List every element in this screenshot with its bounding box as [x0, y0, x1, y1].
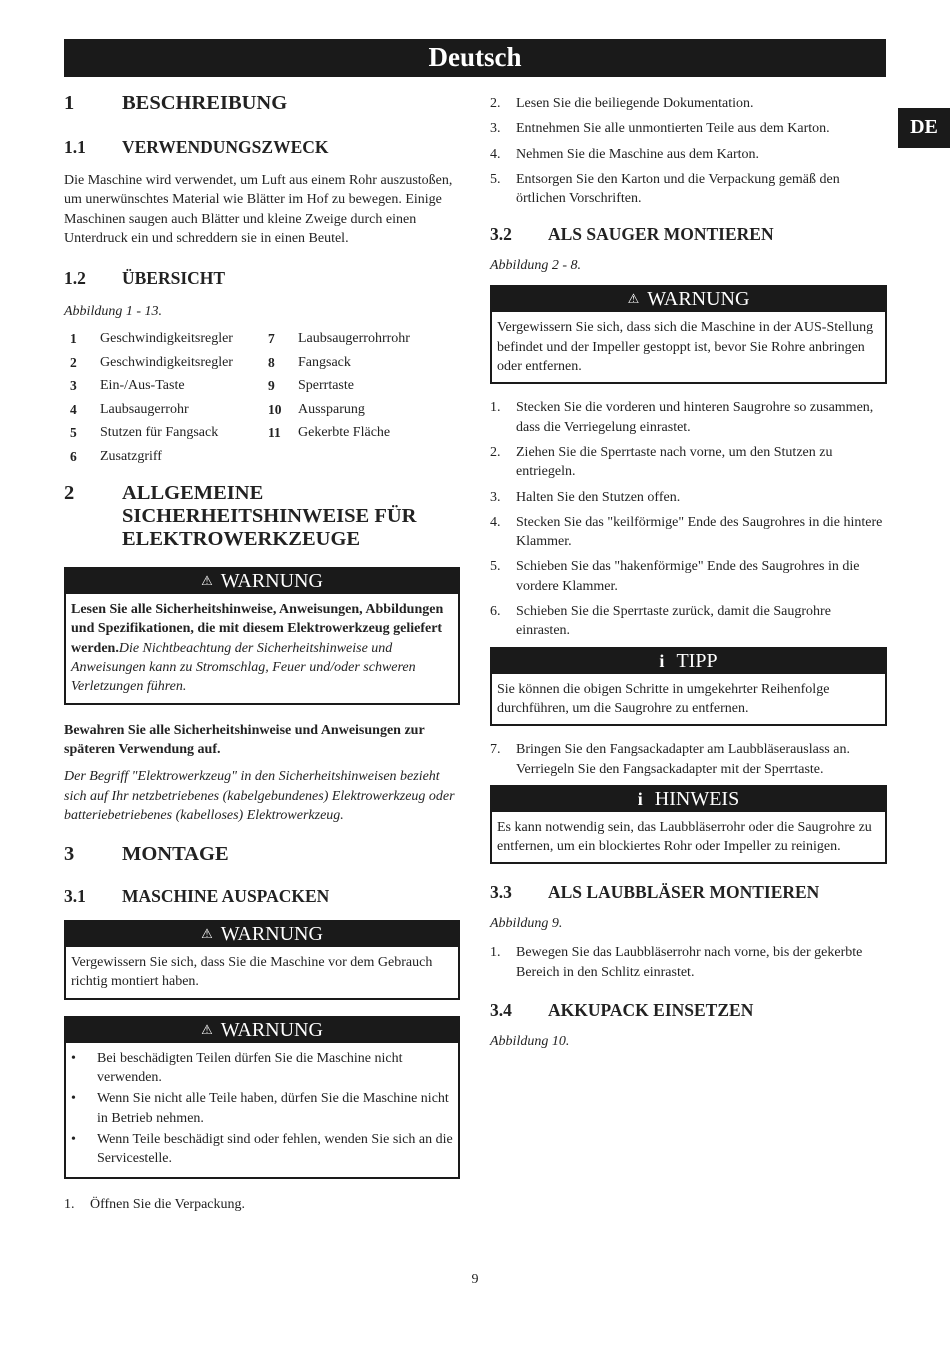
step-item	[490, 513, 887, 552]
intended-use-text: Die Maschine wird verwendet, um Luft aus einem Rohr auszustoßen, um unerwünschtes Material wie Blätter im Hof zu bewegen. Einige Maschinen saugen auch Blätter und kleine Zweige durch einen Unterdruck ein und schreddern sie in einen Beutel.	[64, 173, 453, 246]
section-title: MONTAGE	[122, 843, 229, 866]
right-column	[490, 94, 887, 1061]
note-header	[492, 787, 885, 812]
parts-list-item	[262, 374, 460, 398]
parts-column-right	[262, 327, 460, 468]
section-title: MASCHINE AUSPACKEN	[122, 886, 330, 907]
bullet-item	[71, 1130, 453, 1169]
warning-triangle-icon: ⚠	[627, 291, 640, 307]
step-number: 5.	[490, 171, 501, 187]
bullet-item	[71, 1049, 453, 1088]
step-item	[490, 170, 887, 209]
page-header: Deutsch	[64, 39, 886, 77]
part-label: Laubsaugerrohr	[100, 401, 189, 417]
section-1-1-heading	[64, 137, 460, 157]
part-number: 10	[268, 401, 282, 417]
step-item	[490, 557, 887, 596]
part-number: 7	[268, 331, 275, 347]
note-box	[490, 785, 887, 865]
step-item	[490, 602, 887, 641]
part-number: 5	[70, 425, 77, 441]
bullet-icon: •	[71, 1131, 76, 1147]
section-title: AKKUPACK EINSETZEN	[548, 1000, 754, 1021]
step-item	[490, 119, 887, 138]
section-number: 1.1	[64, 137, 86, 157]
warning-label: WARNUNG	[220, 570, 323, 593]
step-number: 4.	[490, 514, 501, 530]
parts-list-item	[262, 421, 460, 445]
step-text: Öffnen Sie die Verpackung.	[90, 1196, 245, 1212]
parts-list-item	[262, 327, 460, 351]
part-number: 2	[70, 354, 77, 370]
part-label: Fangsack	[298, 354, 351, 370]
step-item	[490, 740, 887, 779]
figure-reference: Abbildung 2 - 8.	[490, 258, 581, 274]
tip-body: Sie können die obigen Schritte in umgekehrter Reihenfolge durchführen, um die Saugrohre zu entfernen.	[497, 681, 830, 716]
warning-body	[66, 594, 458, 702]
bullet-text: Wenn Teile beschädigt sind oder fehlen, wenden Sie sich an die Servicestelle.	[97, 1131, 453, 1167]
step-number: 2.	[490, 444, 501, 460]
section-number: 3.4	[490, 1000, 512, 1021]
section-title: BESCHREIBUNG	[122, 92, 288, 114]
section-title: VERWENDUNGSZWECK	[122, 137, 329, 157]
language-tab: DE	[898, 108, 950, 148]
section-number: 1.2	[64, 268, 86, 289]
note-body: Es kann notwendig sein, das Laubbläserrohr oder die Saugrohre zu entfernen, um ein blockiertes Rohr oder Impeller zu reinigen.	[497, 819, 872, 855]
step-text: Stecken Sie die vorderen und hinteren Saugrohre so zusammen, dass die Verriegelung einrastet.	[516, 400, 874, 435]
warning-body: Vergewissern Sie sich, dass Sie die Maschine vor dem Gebrauch richtig montiert haben.	[71, 955, 433, 990]
section-number: 3.2	[490, 224, 512, 245]
section-3-1-heading	[64, 886, 460, 906]
warning-header	[492, 287, 885, 312]
bullet-icon: •	[71, 1091, 76, 1107]
power-tool-term-text: Der Begriff "Elektrowerkzeug" in den Sicherheitshinweisen bezieht sich auf Ihr netzbetriebenes (kabelgebundenes) Elektrowerkzeug oder batteriebetriebenes (kabelloses) Elektrowerkzeug.	[64, 769, 455, 823]
section-title: ALS LAUBBLÄSER MONTIEREN	[548, 882, 820, 903]
info-icon: i	[659, 650, 665, 671]
part-label: Zusatzgriff	[100, 448, 162, 464]
step-item	[490, 398, 887, 437]
step-text: Halten Sie den Stutzen offen.	[516, 489, 681, 505]
warning-box	[64, 1016, 460, 1179]
warning-triangle-icon: ⚠	[201, 573, 213, 589]
bullet-icon: •	[71, 1050, 76, 1066]
parts-list-item	[64, 398, 262, 422]
parts-list	[64, 327, 460, 468]
warning-triangle-icon: ⚠	[201, 926, 213, 942]
section-title: ALS SAUGER MONTIEREN	[548, 224, 774, 245]
warning-bullet-list	[71, 1049, 453, 1169]
step-text: Ziehen Sie die Sperrtaste nach vorne, um den Stutzen zu entriegeln.	[516, 444, 833, 480]
warning-label: WARNUNG	[220, 1018, 323, 1041]
section-3-heading	[64, 843, 460, 866]
figure-reference: Abbildung 10.	[490, 1034, 570, 1050]
note-label: HINWEIS	[654, 787, 740, 810]
step-text: Bringen Sie den Fangsackadapter am Laubbläserauslass an. Verriegeln Sie den Fangsackadapter mit der Sperrtaste.	[516, 742, 850, 777]
step-number: 4.	[490, 146, 501, 162]
parts-list-item	[64, 327, 262, 351]
parts-list-item	[262, 351, 460, 375]
section-1-2-heading	[64, 268, 460, 288]
parts-list-item	[64, 374, 262, 398]
part-label: Gekerbte Fläche	[298, 425, 391, 441]
warning-body: Vergewissern Sie sich, dass sich die Maschine in der AUS-Stellung befindet und der Impeller gestoppt ist, bevor Sie Rohre anbringen oder entfernen.	[497, 320, 874, 375]
step-text: Schieben Sie das "hakenförmige" Ende des Saugrohres in die vordere Klammer.	[516, 559, 860, 594]
part-number: 9	[268, 378, 275, 394]
warning-label: WARNUNG	[647, 288, 750, 311]
step-number: 5.	[490, 559, 501, 575]
section-3-3-heading	[490, 882, 887, 902]
step-item	[490, 94, 887, 113]
section-title: ALLGEMEINE SICHERHEITSHINWEISE FÜR ELEKTROWERKZEUGE	[122, 482, 417, 551]
page-number: 9	[471, 1272, 479, 1287]
warning-box	[490, 285, 887, 384]
section-number: 3.3	[490, 882, 512, 903]
step-number: 1.	[64, 1196, 75, 1212]
part-label: Geschwindigkeitsregler	[100, 331, 233, 347]
part-label: Laubsaugerrohrrohr	[298, 331, 410, 347]
warning-header	[66, 569, 458, 594]
warning-triangle-icon: ⚠	[201, 1021, 213, 1037]
warning-label: WARNUNG	[220, 923, 323, 946]
step-item	[64, 1195, 460, 1214]
bullet-text: Bei beschädigten Teilen dürfen Sie die Maschine nicht verwenden.	[97, 1050, 403, 1086]
tip-header	[492, 649, 885, 674]
warning-bold-text: Lesen Sie alle Sicherheitshinweise, Anweisungen, Abbildungen und Spezifikationen, die mit diesem Elektrowerkzeug geliefert werden.	[71, 602, 444, 656]
step-text: Lesen Sie die beiliegende Dokumentation.	[516, 96, 754, 111]
section-number: 3	[64, 843, 75, 866]
step-number: 6.	[490, 604, 501, 620]
vacuum-step-7	[490, 740, 887, 779]
part-number: 4	[70, 401, 77, 417]
part-label: Geschwindigkeitsregler	[100, 354, 233, 370]
part-label: Aussparung	[298, 401, 365, 417]
tip-label: TIPP	[676, 649, 718, 672]
bullet-text: Wenn Sie nicht alle Teile haben, dürfen Sie die Maschine nicht in Betrieb nehmen.	[97, 1091, 449, 1126]
part-number: 1	[70, 331, 77, 347]
step-item	[490, 443, 887, 482]
left-column	[64, 92, 460, 1220]
warning-italic-text: Die Nichtbeachtung der Sicherheitshinweise und Anweisungen kann zu Stromschlag, Feuer und/oder schweren Verletzungen führen.	[71, 640, 416, 695]
figure-reference: Abbildung 9.	[490, 916, 563, 932]
step-text: Schieben Sie die Sperrtaste zurück, damit die Saugrohre einrasten.	[516, 604, 831, 639]
step-number: 1.	[490, 945, 501, 961]
part-label: Sperrtaste	[298, 378, 354, 394]
step-number: 3.	[490, 121, 501, 137]
tip-box	[490, 647, 887, 727]
warning-box	[64, 567, 460, 704]
parts-column-left	[64, 327, 262, 468]
section-number: 1	[64, 92, 75, 114]
unpack-steps-continued	[490, 94, 887, 208]
section-title: ÜBERSICHT	[122, 268, 226, 289]
step-number: 3.	[490, 489, 501, 505]
step-number: 7.	[490, 742, 501, 758]
blower-steps	[490, 943, 887, 982]
info-icon: i	[637, 788, 643, 809]
part-number: 11	[268, 425, 281, 441]
section-number: 2	[64, 482, 75, 505]
parts-list-item	[64, 421, 262, 445]
warning-box	[64, 920, 460, 1000]
section-number: 3.1	[64, 886, 86, 907]
part-number: 3	[70, 378, 77, 394]
step-text: Stecken Sie das "keilförmige" Ende des Saugrohres in die hintere Klammer.	[516, 514, 883, 550]
section-3-4-heading	[490, 1000, 887, 1020]
section-3-2-heading	[490, 224, 887, 244]
part-number: 6	[70, 448, 77, 464]
warning-header	[66, 1018, 458, 1043]
keep-instructions-text: Bewahren Sie alle Sicherheitshinweise und Anweisungen zur späteren Verwendung auf.	[64, 722, 425, 757]
warning-body	[66, 1043, 458, 1177]
parts-list-item	[64, 445, 262, 469]
parts-list-item	[262, 398, 460, 422]
step-text: Nehmen Sie die Maschine aus dem Karton.	[516, 146, 759, 162]
bullet-item	[71, 1089, 453, 1128]
figure-reference: Abbildung 1 - 13.	[64, 304, 162, 320]
step-text: Bewegen Sie das Laubbläserrohr nach vorne, bis der gekerbte Bereich in den Schlitz einrastet.	[516, 945, 863, 980]
part-number: 8	[268, 354, 275, 370]
unpack-steps-start	[64, 1195, 460, 1214]
section-2-heading	[64, 482, 460, 551]
step-number: 1.	[490, 400, 501, 416]
vacuum-steps	[490, 398, 887, 640]
step-item	[490, 943, 887, 982]
warning-header	[66, 922, 458, 947]
parts-list-item	[64, 351, 262, 375]
step-item	[490, 145, 887, 164]
part-label: Ein-/Aus-Taste	[100, 378, 185, 394]
step-text: Entsorgen Sie den Karton und die Verpackung gemäß den örtlichen Vorschriften.	[516, 171, 840, 207]
part-label: Stutzen für Fangsack	[100, 425, 219, 441]
section-1-heading	[64, 92, 460, 115]
step-item	[490, 488, 887, 507]
step-text: Entnehmen Sie alle unmontierten Teile aus dem Karton.	[516, 121, 830, 137]
step-number: 2.	[490, 96, 501, 111]
